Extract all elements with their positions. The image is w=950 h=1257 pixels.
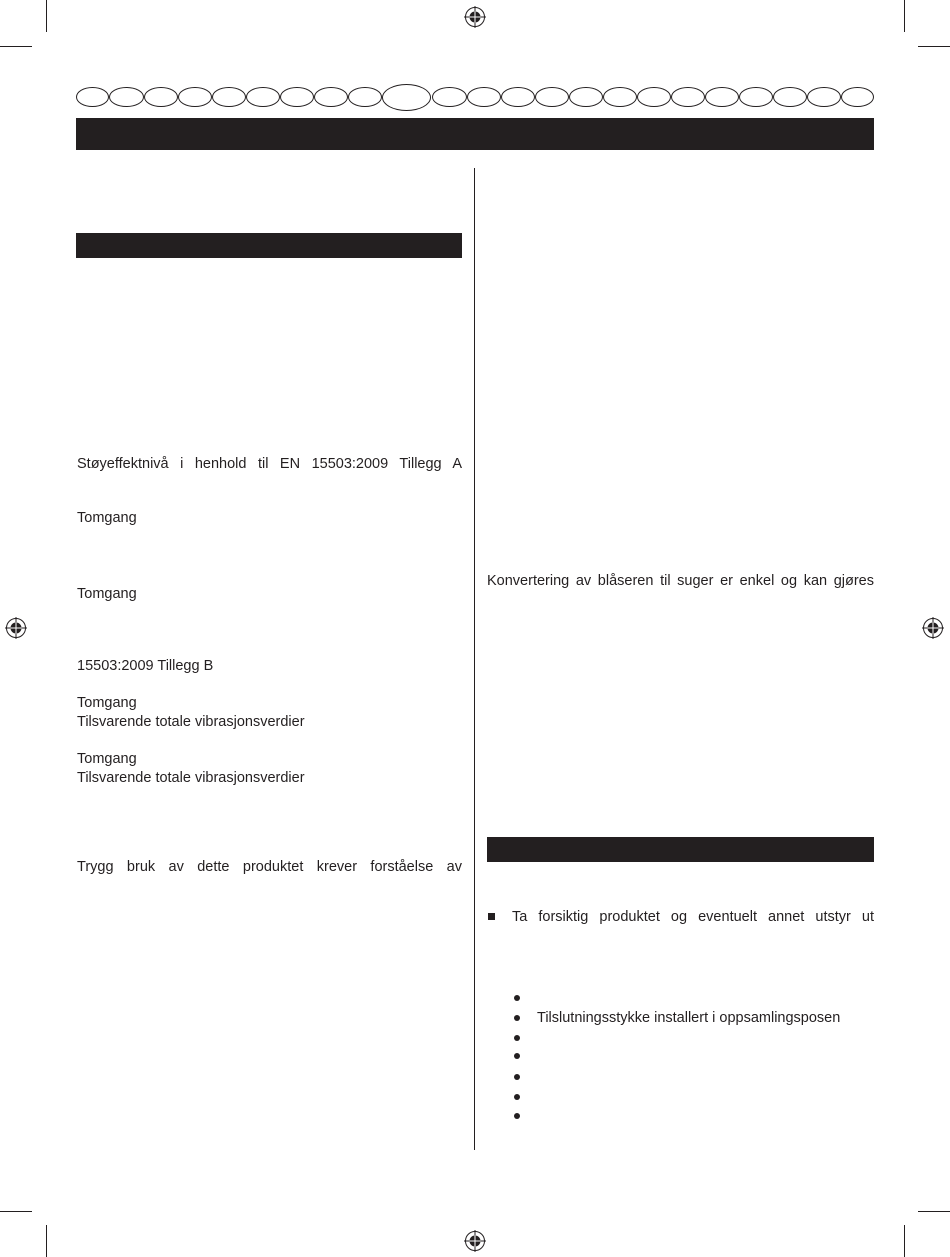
language-tab[interactable]	[739, 87, 773, 107]
language-tab[interactable]	[535, 87, 569, 107]
noise-power-level-text: Støyeffektnivå i henhold til EN 15503:2009 Tillegg A	[77, 456, 462, 472]
registration-mark-icon	[464, 6, 486, 28]
language-tab[interactable]	[501, 87, 535, 107]
language-tab[interactable]	[314, 87, 348, 107]
language-tabs	[76, 84, 874, 108]
bullet-icon	[514, 1113, 520, 1119]
crop-mark	[904, 0, 905, 32]
column-divider	[474, 168, 475, 1150]
language-tab[interactable]	[671, 87, 705, 107]
bullet-icon	[514, 995, 520, 1001]
language-tab-active[interactable]	[382, 84, 431, 111]
language-tab[interactable]	[637, 87, 671, 107]
vibration-total-label: Tilsvarende totale vibrasjonsverdier	[77, 770, 305, 786]
bullet-icon	[514, 1053, 520, 1059]
idle-label: Tomgang	[77, 695, 137, 711]
page-header-bar	[76, 118, 874, 150]
vibration-total-label: Tilsvarende totale vibrasjonsverdier	[77, 714, 305, 730]
section-heading-bar	[487, 837, 874, 862]
language-tab[interactable]	[76, 87, 109, 107]
crop-mark	[0, 46, 32, 47]
language-tab[interactable]	[841, 87, 874, 107]
crop-mark	[46, 1225, 47, 1257]
language-tab[interactable]	[348, 87, 382, 107]
bullet-icon	[514, 1094, 520, 1100]
language-tab[interactable]	[569, 87, 603, 107]
language-tab[interactable]	[467, 87, 501, 107]
language-tab[interactable]	[178, 87, 212, 107]
language-tab[interactable]	[246, 87, 280, 107]
bullet-icon	[514, 1074, 520, 1080]
vibration-standard-text: 15503:2009 Tillegg B	[77, 658, 214, 674]
language-tab[interactable]	[109, 87, 144, 107]
crop-mark	[46, 0, 47, 32]
crop-mark	[904, 1225, 905, 1257]
crop-mark	[918, 1211, 950, 1212]
registration-mark-icon	[464, 1230, 486, 1252]
list-item: Tilslutningsstykke installert i oppsamlingsposen	[537, 1010, 841, 1026]
crop-mark	[0, 1211, 32, 1212]
bullet-icon	[514, 1015, 520, 1021]
language-tab[interactable]	[432, 87, 467, 107]
language-tab[interactable]	[773, 87, 807, 107]
safe-use-text: Trygg bruk av dette produktet krever forståelse av	[77, 859, 462, 875]
language-tab[interactable]	[144, 87, 178, 107]
idle-label: Tomgang	[77, 586, 137, 602]
registration-mark-icon	[922, 617, 944, 639]
bullet-icon	[514, 1035, 520, 1041]
section-heading-bar	[76, 233, 462, 258]
language-tab[interactable]	[807, 87, 841, 107]
crop-mark	[918, 46, 950, 47]
language-tab[interactable]	[280, 87, 314, 107]
conversion-text: Konvertering av blåseren til suger er enkel og kan gjøres	[487, 573, 874, 589]
square-bullet-icon	[488, 913, 495, 920]
idle-label: Tomgang	[77, 510, 137, 526]
unpacking-text: Ta forsiktig produktet og eventuelt annet utstyr ut	[512, 909, 874, 925]
language-tab[interactable]	[705, 87, 739, 107]
registration-mark-icon	[5, 617, 27, 639]
idle-label: Tomgang	[77, 751, 137, 767]
language-tab[interactable]	[603, 87, 637, 107]
language-tab[interactable]	[212, 87, 246, 107]
